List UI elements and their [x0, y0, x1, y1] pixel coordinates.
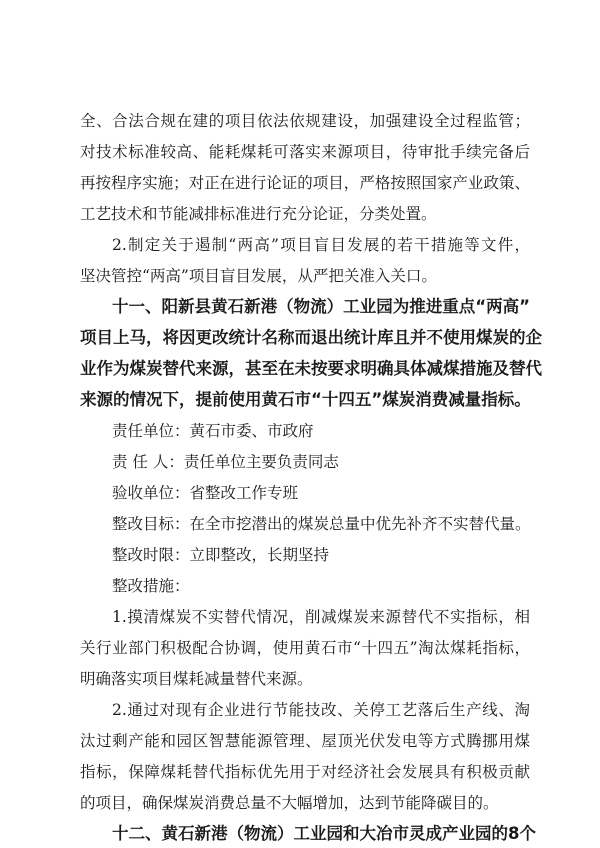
text-line: 关行业部门积极配合协调，使用黄石市“十四五”淘汰煤耗指标，: [80, 639, 530, 657]
text-line: 指标，保障煤耗替代指标优先用于对经济社会发展具有积极贡献: [80, 763, 530, 781]
text-line: 再按程序实施；对正在进行论证的项目，严格按照国家产业政策、: [80, 174, 530, 192]
field-acceptance-unit: 验收单位：省整改工作专班: [112, 484, 299, 502]
section-heading: 来源的情况下，提前使用黄石市“十四五”煤炭消费减量指标。: [80, 390, 531, 409]
field-time-limit: 整改时限：立即整改，长期坚持: [112, 546, 330, 564]
field-responsible-person: 责 任 人：责任单位主要负责同志: [112, 453, 339, 471]
field-responsible-unit: 责任单位：黄石市委、市政府: [112, 422, 314, 440]
field-rectification-goal: 整改目标：在全市挖潜出的煤炭总量中优先补齐不实替代量。: [112, 515, 531, 533]
text-line: 对技术标准较高、能耗煤耗可落实来源项目，待审批手续完备后: [80, 143, 530, 161]
text-line: 1.摸清煤炭不实替代情况，削减煤炭来源替代不实指标，相: [112, 608, 530, 626]
text-line: 全、合法合规在建的项目依法依规建设，加强建设全过程监管；: [80, 112, 530, 130]
section-heading: 十二、黄石新港（物流）工业园和大冶市灵成产业园的8个: [112, 824, 536, 843]
section-heading: 业作为煤炭替代来源，甚至在未按要求明确具体减煤措施及替代: [80, 359, 542, 378]
text-line: 的项目，确保煤炭消费总量不大幅增加，达到节能降碳目的。: [80, 794, 499, 812]
text-line: 汰过剩产能和园区智慧能源管理、屋顶光伏发电等方式腾挪用煤: [80, 732, 530, 750]
text-line: 2.通过对现有企业进行节能技改、关停工艺落后生产线、淘: [112, 701, 530, 719]
field-measures-label: 整改措施：: [112, 577, 190, 595]
text-line: 明确落实项目煤耗减量替代来源。: [80, 670, 313, 688]
text-line: 坚决管控“两高”项目盲目发展，从严把关准入关口。: [80, 267, 437, 285]
section-heading: 项目上马，将因更改统计名称而退出统计库且并不使用煤炭的企: [80, 328, 542, 347]
text-line: 2.制定关于遏制“两高”项目盲目发展的若干措施等文件，: [112, 236, 530, 254]
section-heading: 十一、阳新县黄石新港（物流）工业园为推进重点“两高”: [112, 297, 530, 316]
text-line: 工艺技术和节能减排标准进行充分论证，分类处置。: [80, 205, 437, 223]
